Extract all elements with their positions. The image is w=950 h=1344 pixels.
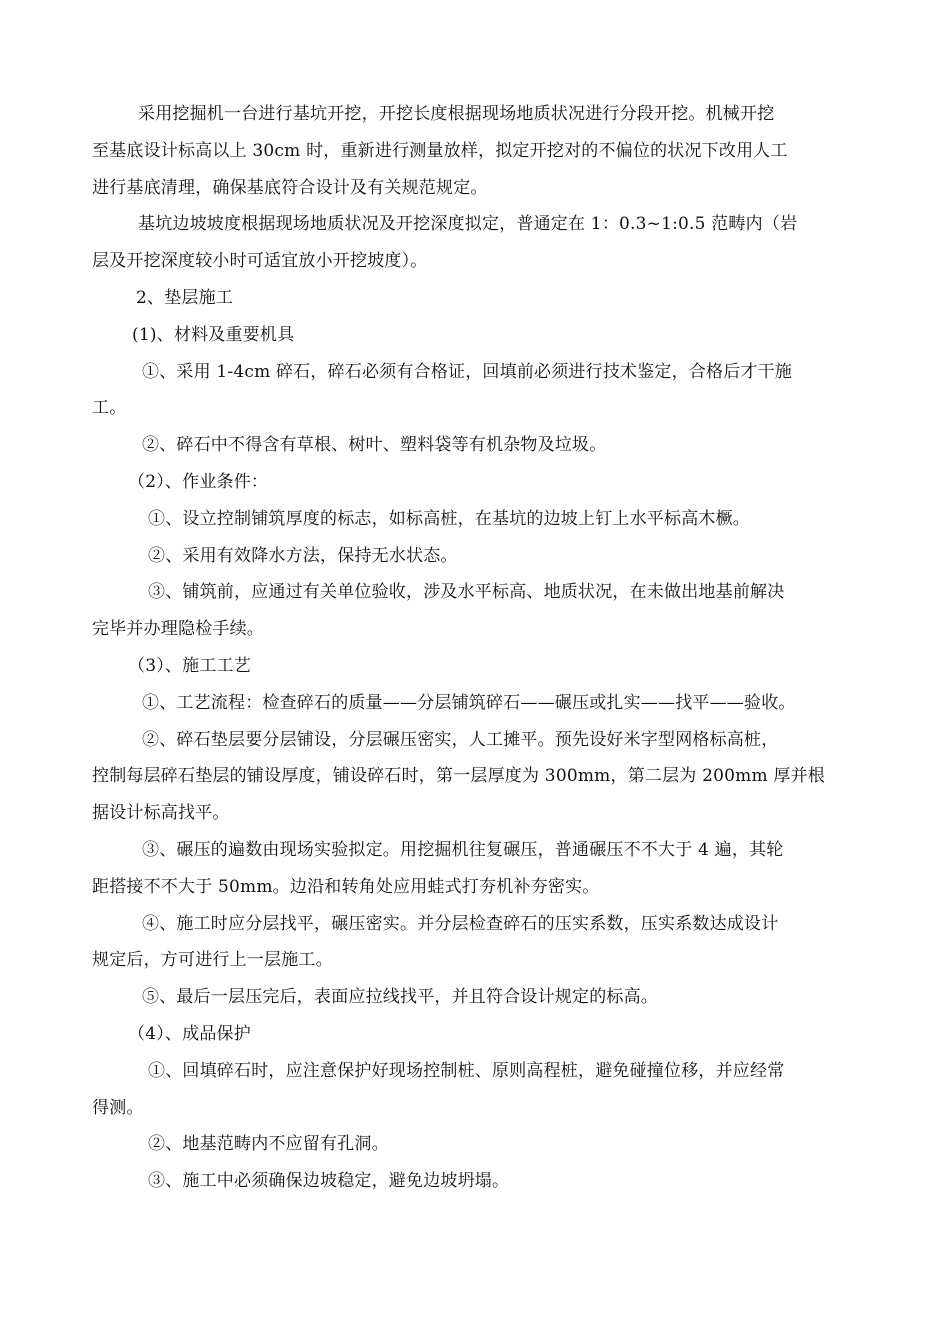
section-heading: 2、垫层施工 (136, 287, 234, 308)
subsection-heading: （2）、作业条件： (128, 471, 269, 492)
subsection-heading: （3）、施工工艺 (128, 655, 251, 676)
list-item: ④、施工时应分层找平，碾压密实。并分层检查碎石的压实系数，压实系数达成设计 (142, 913, 779, 934)
list-item: ③、铺筑前，应通过有关单位验收，涉及水平标高、地质状况，在未做出地基前解决 (148, 582, 785, 603)
list-item: ②、碎石垫层要分层铺设，分层碾压密实，人工摊平。预先设好米字型网格标高桩， (142, 729, 779, 750)
paragraph-line: 规定后，方可进行上一层施工。 (92, 950, 333, 971)
paragraph-line: 控制每层碎石垫层的铺设厚度，铺设碎石时，第一层厚度为 300mm，第二层为 200mm 厚并根 (92, 766, 825, 787)
paragraph-line: 至基底设计标高以上 30cm 时，重新进行测量放样，拟定开挖对的不偏位的状况下改用人工 (92, 140, 788, 161)
list-item: ①、回填碎石时，应注意保护好现场控制桩、原则高程桩，避免碰撞位移，并应经常 (148, 1060, 785, 1081)
paragraph-line: 完毕并办理隐检手续。 (92, 619, 264, 640)
paragraph-line: 工。 (92, 398, 127, 419)
list-item: ①、设立控制铺筑厚度的标志，如标高桩，在基坑的边坡上钉上水平标高木橛。 (148, 508, 750, 529)
list-item: ①、工艺流程：检查碎石的质量——分层铺筑碎石——碾压或扎实——找平——验收。 (142, 692, 796, 713)
list-item: ③、碾压的遍数由现场实验拟定。用挖掘机往复碾压，普通碾压不不大于 4 遍，其轮 (142, 839, 784, 860)
paragraph-line: 进行基底清理，确保基底符合设计及有关规范规定。 (92, 177, 488, 198)
list-item: ②、碎石中不得含有草根、树叶、塑料袋等有机杂物及垃圾。 (142, 435, 607, 456)
subsection-heading: （4）、成品保护 (128, 1023, 251, 1044)
paragraph-line: 基坑边坡坡度根据现场地质状况及开挖深度拟定，普通定在 1：0.3~1:0.5 范畴内（岩 (138, 214, 798, 235)
subsection-heading: (1)、材料及重要机具 (132, 324, 295, 345)
paragraph-line: 采用挖掘机一台进行基坑开挖，开挖长度根据现场地质状况进行分段开挖。机械开挖 (138, 104, 775, 124)
list-item: ⑤、最后一层压完后，表面应拉线找平，并且符合设计规定的标高。 (142, 987, 658, 1008)
list-item: ①、采用 1-4cm 碎石，碎石必须有合格证，回填前必须进行技术鉴定，合格后才干施 (142, 361, 793, 382)
paragraph-line: 距搭接不不大于 50mm。边沿和转角处应用蛙式打夯机补夯密实。 (92, 876, 600, 897)
list-item: ③、施工中必须确保边坡稳定，避免边坡坍塌。 (148, 1171, 510, 1192)
paragraph-line: 得测。 (92, 1097, 144, 1118)
document-body (92, 96, 858, 1200)
list-item: ②、地基范畴内不应留有孔洞。 (148, 1134, 389, 1155)
paragraph-line: 据设计标高找平。 (92, 803, 230, 824)
paragraph-line: 层及开挖深度较小时可适宜放小开挖坡度）。 (92, 251, 428, 272)
list-item: ②、采用有效降水方法，保持无水状态。 (148, 545, 458, 566)
